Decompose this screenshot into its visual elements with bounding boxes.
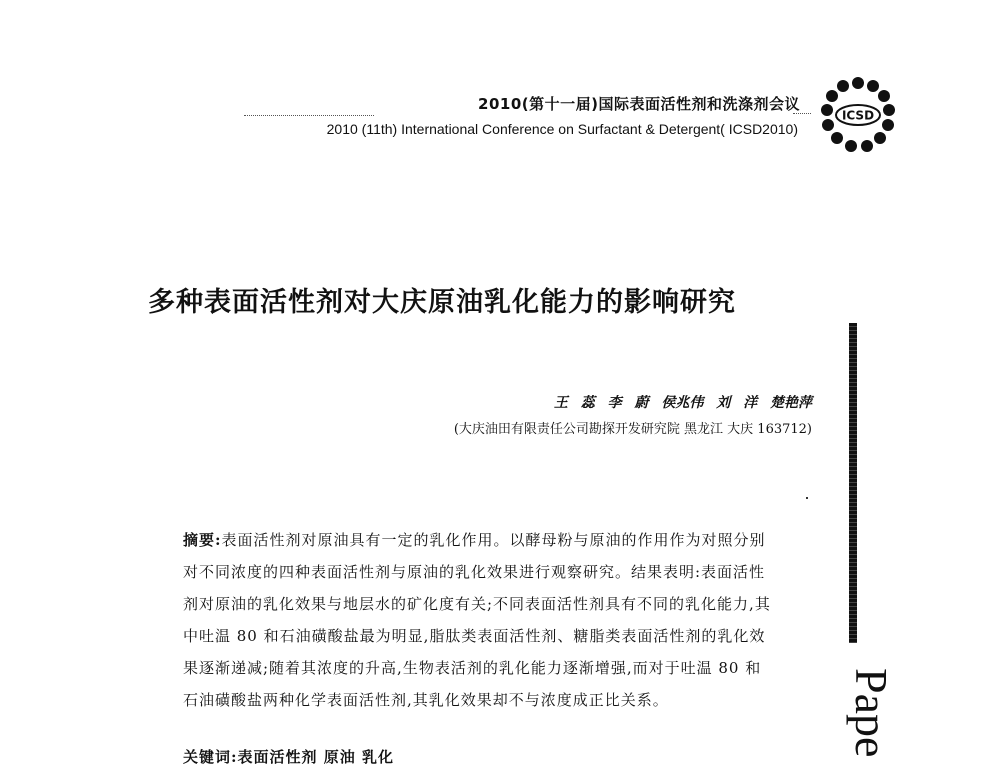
header-divider-left xyxy=(244,115,374,116)
conference-title-cn: 2010(第十一届)国际表面活性剂和洗涤剂会议 xyxy=(478,95,800,113)
side-bar xyxy=(849,323,857,643)
abstract-label: 摘要: xyxy=(183,531,222,549)
side-label: Pape xyxy=(846,668,897,758)
affiliation: (大庆油田有限责任公司勘探开发研究院 黑龙江 大庆 163712) xyxy=(453,422,812,437)
scan-speck xyxy=(806,497,808,499)
icsd-logo xyxy=(818,75,898,155)
logo-text: ICSD xyxy=(841,108,875,123)
paper-title: 多种表面活性剂对大庆原油乳化能力的影响研究 xyxy=(148,287,736,318)
conference-title-en: 2010 (11th) International Conference on Surfactant & Detergent( ICSD2010) xyxy=(326,121,798,137)
abstract-text: 表面活性剂对原油具有一定的乳化作用。以酵母粉与原油的作用作为对照分别对不同浓度的四种表面活性剂与原油的乳化效果进行观察研究。结果表明:表面活性剂对原油的乳化效果与地层水的矿化度有关;不同表面活性剂具有不同的乳化能力,其中吐温 80 和石油磺酸盐最为明显,脂肽类表面活性剂、糖脂类表面活性剂的乳化效果逐渐递减;随着其浓度的升高,生物表活剂的乳化能力逐渐增强,而对于吐温 80 和石油磺酸盐两种化学表面活性剂,其乳化效果却不与浓度成正比关系。 xyxy=(183,531,771,709)
authors: 王 蕊 李 蔚 侯兆伟 刘 洋 楚艳萍 xyxy=(553,395,812,411)
keywords: 关键词:表面活性剂 原油 乳化 xyxy=(183,748,394,766)
abstract xyxy=(183,524,773,716)
